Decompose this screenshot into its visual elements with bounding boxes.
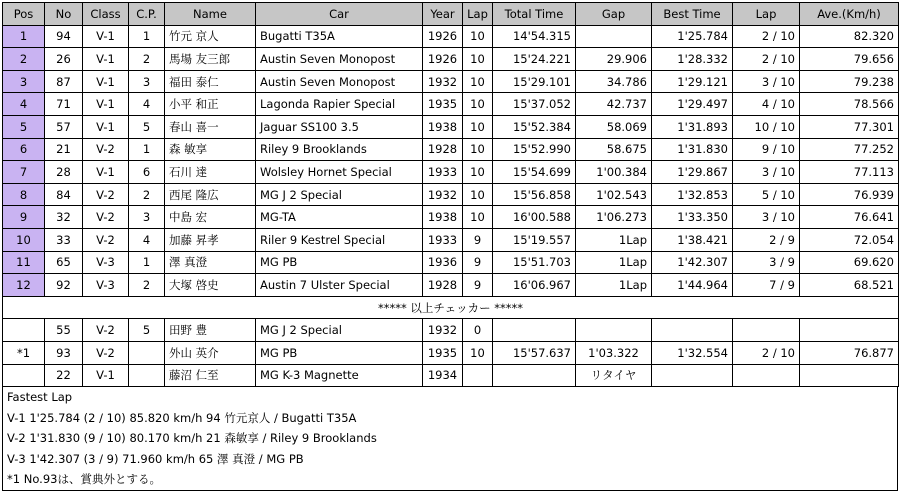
driver-name-cell: 福田 泰仁 bbox=[165, 70, 256, 93]
gap-cell bbox=[576, 319, 652, 342]
number-cell: 92 bbox=[45, 274, 83, 297]
total-time-cell bbox=[493, 364, 576, 387]
car-cell: MG J 2 Special bbox=[256, 319, 423, 342]
average-speed-cell: 68.521 bbox=[800, 274, 899, 297]
best-time-cell: 1'44.964 bbox=[652, 274, 733, 297]
driver-name-cell: 西尾 隆広 bbox=[165, 183, 256, 206]
class-cell: V-1 bbox=[83, 25, 129, 48]
results-sheet bbox=[2, 2, 898, 491]
total-time-cell: 14'54.315 bbox=[493, 25, 576, 48]
driver-name-cell: 藤沼 仁至 bbox=[165, 364, 256, 387]
col-header-lap: Lap bbox=[463, 3, 493, 26]
table-row bbox=[3, 161, 899, 184]
number-cell: 21 bbox=[45, 138, 83, 161]
class-cell: V-1 bbox=[83, 93, 129, 116]
class-cell: V-3 bbox=[83, 251, 129, 274]
total-time-cell: 15'51.703 bbox=[493, 251, 576, 274]
class-position-cell: 4 bbox=[129, 228, 165, 251]
pos-cell: 2 bbox=[3, 48, 45, 71]
average-speed-cell: 77.113 bbox=[800, 161, 899, 184]
pos-cell: 1 bbox=[3, 25, 45, 48]
table-row bbox=[3, 183, 899, 206]
laps-cell: 10 bbox=[463, 206, 493, 229]
laps-cell: 10 bbox=[463, 341, 493, 364]
average-speed-cell: 76.939 bbox=[800, 183, 899, 206]
car-cell: MG PB bbox=[256, 341, 423, 364]
gap-cell: リタイヤ bbox=[576, 364, 652, 387]
col-header-total-time: Total Time bbox=[493, 3, 576, 26]
average-speed-cell: 76.641 bbox=[800, 206, 899, 229]
laps-cell: 10 bbox=[463, 138, 493, 161]
number-cell: 65 bbox=[45, 251, 83, 274]
average-speed-cell: 79.656 bbox=[800, 48, 899, 71]
laps-cell: 10 bbox=[463, 25, 493, 48]
driver-name-cell: 春山 喜一 bbox=[165, 115, 256, 138]
total-time-cell: 15'52.384 bbox=[493, 115, 576, 138]
gap-cell: 58.069 bbox=[576, 115, 652, 138]
driver-name-cell: 森 敏享 bbox=[165, 138, 256, 161]
class-position-cell bbox=[129, 341, 165, 364]
best-time-cell: 1'29.497 bbox=[652, 93, 733, 116]
total-time-cell: 15'57.637 bbox=[493, 341, 576, 364]
total-time-cell: 16'06.967 bbox=[493, 274, 576, 297]
average-speed-cell: 82.320 bbox=[800, 25, 899, 48]
laps-cell: 0 bbox=[463, 319, 493, 342]
col-header-best-time: Best Time bbox=[652, 3, 733, 26]
laps-cell: 10 bbox=[463, 183, 493, 206]
best-time-cell: 1'25.784 bbox=[652, 25, 733, 48]
number-cell: 28 bbox=[45, 161, 83, 184]
number-cell: 84 bbox=[45, 183, 83, 206]
class-position-cell: 1 bbox=[129, 138, 165, 161]
average-speed-cell: 72.054 bbox=[800, 228, 899, 251]
best-lap-cell: 10 / 10 bbox=[733, 115, 800, 138]
pos-cell bbox=[3, 364, 45, 387]
driver-name-cell: 大塚 啓史 bbox=[165, 274, 256, 297]
number-cell: 26 bbox=[45, 48, 83, 71]
car-cell: Wolsley Hornet Special bbox=[256, 161, 423, 184]
average-speed-cell: 79.238 bbox=[800, 70, 899, 93]
best-lap-cell: 2 / 10 bbox=[733, 25, 800, 48]
checkered-separator-row bbox=[3, 296, 899, 319]
class-cell: V-2 bbox=[83, 138, 129, 161]
class-position-cell bbox=[129, 364, 165, 387]
best-time-cell: 1'31.830 bbox=[652, 138, 733, 161]
best-lap-cell: 2 / 10 bbox=[733, 341, 800, 364]
pos-cell: *1 bbox=[3, 341, 45, 364]
car-cell: MG J 2 Special bbox=[256, 183, 423, 206]
fastest-lap-heading: Fastest Lap bbox=[7, 390, 73, 405]
total-time-cell: 15'52.990 bbox=[493, 138, 576, 161]
best-lap-cell: 4 / 10 bbox=[733, 93, 800, 116]
car-cell: Lagonda Rapier Special bbox=[256, 93, 423, 116]
class-position-cell: 3 bbox=[129, 206, 165, 229]
note-line: V-2 1'31.830 (9 / 10) 80.170 km/h 21 森敏享 / Riley 9 Brooklands bbox=[7, 431, 377, 446]
col-header-gap: Gap bbox=[576, 3, 652, 26]
gap-cell: 34.786 bbox=[576, 70, 652, 93]
table-row bbox=[3, 48, 899, 71]
gap-cell: 1'06.273 bbox=[576, 206, 652, 229]
year-cell: 1926 bbox=[423, 48, 463, 71]
best-time-cell: 1'42.307 bbox=[652, 251, 733, 274]
year-cell: 1932 bbox=[423, 183, 463, 206]
table-row bbox=[3, 319, 899, 342]
total-time-cell: 15'37.052 bbox=[493, 93, 576, 116]
checkered-separator: ***** 以上チェッカー ***** bbox=[3, 296, 899, 319]
col-header-year: Year bbox=[423, 3, 463, 26]
number-cell: 71 bbox=[45, 93, 83, 116]
table-row bbox=[3, 341, 899, 364]
driver-name-cell: 石川 達 bbox=[165, 161, 256, 184]
best-lap-cell: 7 / 9 bbox=[733, 274, 800, 297]
best-lap-cell bbox=[733, 319, 800, 342]
best-lap-cell: 3 / 10 bbox=[733, 206, 800, 229]
number-cell: 87 bbox=[45, 70, 83, 93]
note-line: V-1 1'25.784 (2 / 10) 85.820 km/h 94 竹元京人 / Bugatti T35A bbox=[7, 410, 357, 425]
driver-name-cell: 竹元 京人 bbox=[165, 25, 256, 48]
results-body bbox=[3, 25, 899, 387]
col-header-class: Class bbox=[83, 3, 129, 26]
average-speed-cell: 77.252 bbox=[800, 138, 899, 161]
best-time-cell: 1'38.421 bbox=[652, 228, 733, 251]
year-cell: 1938 bbox=[423, 115, 463, 138]
gap-cell: 1Lap bbox=[576, 228, 652, 251]
note-line: *1 No.93は、賞典外とする。 bbox=[7, 472, 161, 487]
class-cell: V-1 bbox=[83, 48, 129, 71]
best-time-cell: 1'32.853 bbox=[652, 183, 733, 206]
best-lap-cell: 3 / 9 bbox=[733, 251, 800, 274]
col-header-pos: Pos bbox=[3, 3, 45, 26]
number-cell: 55 bbox=[45, 319, 83, 342]
best-time-cell bbox=[652, 364, 733, 387]
best-lap-cell: 3 / 10 bbox=[733, 161, 800, 184]
col-header-no: No bbox=[45, 3, 83, 26]
year-cell: 1926 bbox=[423, 25, 463, 48]
class-cell: V-1 bbox=[83, 115, 129, 138]
results-table bbox=[2, 2, 899, 387]
table-row bbox=[3, 93, 899, 116]
best-time-cell: 1'32.554 bbox=[652, 341, 733, 364]
class-cell: V-2 bbox=[83, 183, 129, 206]
gap-cell: 1Lap bbox=[576, 274, 652, 297]
pos-cell: 8 bbox=[3, 183, 45, 206]
class-position-cell: 2 bbox=[129, 48, 165, 71]
class-position-cell: 4 bbox=[129, 93, 165, 116]
car-cell: MG PB bbox=[256, 251, 423, 274]
pos-cell: 7 bbox=[3, 161, 45, 184]
year-cell: 1934 bbox=[423, 364, 463, 387]
best-time-cell: 1'33.350 bbox=[652, 206, 733, 229]
number-cell: 93 bbox=[45, 341, 83, 364]
laps-cell: 10 bbox=[463, 70, 493, 93]
class-cell: V-2 bbox=[83, 319, 129, 342]
pos-cell: 10 bbox=[3, 228, 45, 251]
average-speed-cell: 76.877 bbox=[800, 341, 899, 364]
table-row bbox=[3, 115, 899, 138]
pos-cell bbox=[3, 319, 45, 342]
car-cell: Austin Seven Monopost bbox=[256, 70, 423, 93]
class-position-cell: 5 bbox=[129, 115, 165, 138]
pos-cell: 12 bbox=[3, 274, 45, 297]
class-position-cell: 3 bbox=[129, 70, 165, 93]
table-row bbox=[3, 274, 899, 297]
col-header-average-speed: Ave.(Km/h) bbox=[800, 3, 899, 26]
table-row bbox=[3, 70, 899, 93]
laps-cell: 9 bbox=[463, 228, 493, 251]
table-row bbox=[3, 25, 899, 48]
col-header-name: Name bbox=[165, 3, 256, 26]
year-cell: 1938 bbox=[423, 206, 463, 229]
class-cell: V-1 bbox=[83, 70, 129, 93]
gap-cell: 1'03.322 bbox=[576, 341, 652, 364]
best-lap-cell: 9 / 10 bbox=[733, 138, 800, 161]
gap-cell: 1Lap bbox=[576, 251, 652, 274]
laps-cell: 10 bbox=[463, 48, 493, 71]
col-header-car: Car bbox=[256, 3, 423, 26]
gap-cell: 58.675 bbox=[576, 138, 652, 161]
year-cell: 1928 bbox=[423, 274, 463, 297]
pos-cell: 4 bbox=[3, 93, 45, 116]
total-time-cell: 15'29.101 bbox=[493, 70, 576, 93]
best-time-cell: 1'29.121 bbox=[652, 70, 733, 93]
driver-name-cell: 外山 英介 bbox=[165, 341, 256, 364]
laps-cell: 9 bbox=[463, 274, 493, 297]
best-time-cell: 1'31.893 bbox=[652, 115, 733, 138]
class-cell: V-1 bbox=[83, 364, 129, 387]
best-time-cell: 1'28.332 bbox=[652, 48, 733, 71]
notes-box bbox=[2, 387, 898, 491]
table-row bbox=[3, 228, 899, 251]
car-cell: Austin Seven Monopost bbox=[256, 48, 423, 71]
class-position-cell: 2 bbox=[129, 274, 165, 297]
class-cell: V-2 bbox=[83, 206, 129, 229]
pos-cell: 11 bbox=[3, 251, 45, 274]
pos-cell: 6 bbox=[3, 138, 45, 161]
driver-name-cell: 中島 宏 bbox=[165, 206, 256, 229]
year-cell: 1932 bbox=[423, 319, 463, 342]
gap-cell: 1'00.384 bbox=[576, 161, 652, 184]
total-time-cell: 16'00.588 bbox=[493, 206, 576, 229]
laps-cell: 10 bbox=[463, 161, 493, 184]
col-header-cp: C.P. bbox=[129, 3, 165, 26]
class-position-cell: 1 bbox=[129, 251, 165, 274]
class-position-cell: 5 bbox=[129, 319, 165, 342]
class-cell: V-2 bbox=[83, 341, 129, 364]
driver-name-cell: 小平 和正 bbox=[165, 93, 256, 116]
best-lap-cell bbox=[733, 364, 800, 387]
class-cell: V-3 bbox=[83, 274, 129, 297]
class-position-cell: 2 bbox=[129, 183, 165, 206]
year-cell: 1933 bbox=[423, 228, 463, 251]
year-cell: 1933 bbox=[423, 161, 463, 184]
table-row bbox=[3, 364, 899, 387]
pos-cell: 5 bbox=[3, 115, 45, 138]
note-line: V-3 1'42.307 (3 / 9) 71.960 km/h 65 澤 真澄 / MG PB bbox=[7, 451, 304, 466]
class-cell: V-2 bbox=[83, 228, 129, 251]
laps-cell: 10 bbox=[463, 93, 493, 116]
number-cell: 32 bbox=[45, 206, 83, 229]
average-speed-cell: 78.566 bbox=[800, 93, 899, 116]
total-time-cell: 15'24.221 bbox=[493, 48, 576, 71]
best-lap-cell: 3 / 10 bbox=[733, 70, 800, 93]
laps-cell: 9 bbox=[463, 251, 493, 274]
class-position-cell: 6 bbox=[129, 161, 165, 184]
year-cell: 1932 bbox=[423, 70, 463, 93]
car-cell: Austin 7 Ulster Special bbox=[256, 274, 423, 297]
pos-cell: 9 bbox=[3, 206, 45, 229]
total-time-cell: 15'19.557 bbox=[493, 228, 576, 251]
year-cell: 1928 bbox=[423, 138, 463, 161]
gap-cell: 42.737 bbox=[576, 93, 652, 116]
driver-name-cell: 澤 真澄 bbox=[165, 251, 256, 274]
table-row bbox=[3, 251, 899, 274]
average-speed-cell bbox=[800, 319, 899, 342]
average-speed-cell: 69.620 bbox=[800, 251, 899, 274]
driver-name-cell: 田野 豊 bbox=[165, 319, 256, 342]
pos-cell: 3 bbox=[3, 70, 45, 93]
laps-cell bbox=[463, 364, 493, 387]
average-speed-cell bbox=[800, 364, 899, 387]
gap-cell bbox=[576, 25, 652, 48]
best-time-cell bbox=[652, 319, 733, 342]
col-header-best-lap: Lap bbox=[733, 3, 800, 26]
car-cell: Riley 9 Brooklands bbox=[256, 138, 423, 161]
best-lap-cell: 2 / 10 bbox=[733, 48, 800, 71]
total-time-cell: 15'54.699 bbox=[493, 161, 576, 184]
class-cell: V-1 bbox=[83, 161, 129, 184]
header-row bbox=[3, 3, 899, 26]
gap-cell: 1'02.543 bbox=[576, 183, 652, 206]
number-cell: 94 bbox=[45, 25, 83, 48]
table-row bbox=[3, 138, 899, 161]
driver-name-cell: 馬場 友三郎 bbox=[165, 48, 256, 71]
number-cell: 22 bbox=[45, 364, 83, 387]
class-position-cell: 1 bbox=[129, 25, 165, 48]
number-cell: 57 bbox=[45, 115, 83, 138]
driver-name-cell: 加藤 昇孝 bbox=[165, 228, 256, 251]
year-cell: 1935 bbox=[423, 93, 463, 116]
table-row bbox=[3, 206, 899, 229]
car-cell: MG-TA bbox=[256, 206, 423, 229]
number-cell: 33 bbox=[45, 228, 83, 251]
car-cell: Bugatti T35A bbox=[256, 25, 423, 48]
best-lap-cell: 2 / 9 bbox=[733, 228, 800, 251]
car-cell: Riler 9 Kestrel Special bbox=[256, 228, 423, 251]
year-cell: 1936 bbox=[423, 251, 463, 274]
gap-cell: 29.906 bbox=[576, 48, 652, 71]
year-cell: 1935 bbox=[423, 341, 463, 364]
best-time-cell: 1'29.867 bbox=[652, 161, 733, 184]
car-cell: MG K-3 Magnette bbox=[256, 364, 423, 387]
laps-cell: 10 bbox=[463, 115, 493, 138]
total-time-cell: 15'56.858 bbox=[493, 183, 576, 206]
total-time-cell bbox=[493, 319, 576, 342]
car-cell: Jaguar SS100 3.5 bbox=[256, 115, 423, 138]
average-speed-cell: 77.301 bbox=[800, 115, 899, 138]
best-lap-cell: 5 / 10 bbox=[733, 183, 800, 206]
